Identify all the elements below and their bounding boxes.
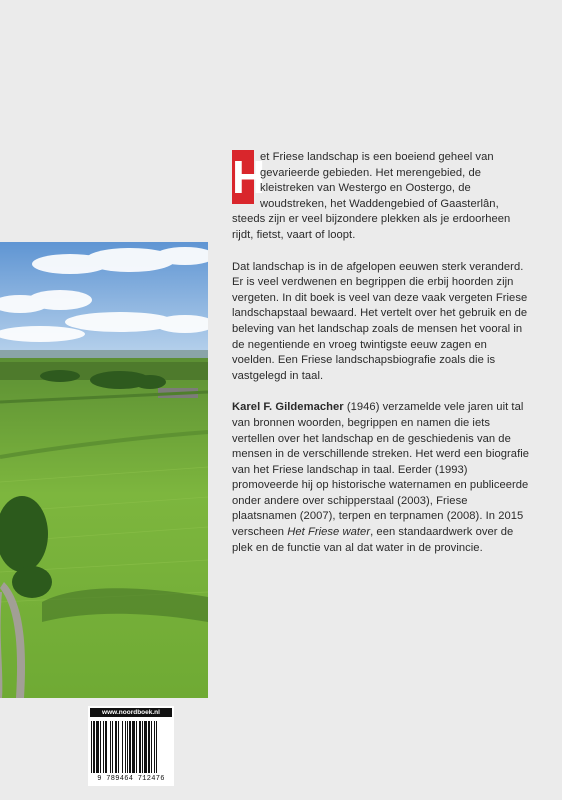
cover-photo [0,242,208,698]
barcode-bar [103,721,104,773]
author-bio-part2: , een standaardwerk over de plek en de functie van al dat water in de provincie. [232,526,514,554]
barcode-bar [148,721,150,773]
barcode-bar [105,721,107,773]
paragraph-author [232,400,532,556]
barcode-bar [129,721,131,773]
paragraph-intro-text: et Friese landschap is een boeiend geheel van gevarieerde gebieden. Het merengebied, de kleistreken van Westergo en Oostergo, de woudstreken, het Waddengebied of Gaasterlân, steeds zijn er veel bijzondere plekken als je erdoorheen rijdt, fietst, vaart of loopt. [232,151,511,241]
back-cover-text [232,150,532,572]
barcode-bar [110,721,111,773]
barcode-bar [142,721,143,773]
barcode-bar [156,721,157,773]
barcode-bar [136,721,137,773]
barcode-bars [91,721,171,773]
drop-cap: H [232,151,266,203]
barcode-bar [93,721,95,773]
paragraph-landscape: Dat landschap is in de afgelopen eeuwen sterk veranderd. Er is veel verdwenen en begrippen die erbij hoorden zijn vergeten. In dit boek is veel van deze vaak vergeten Friese landschapstaal bewaard. Het vertelt over het gebruik en de beleving van het landschap zoals de mensen het vooral in de negentiende en vroeg twintigste eeuw zagen en voelden. Een Friese landschapsbiografie zoals die is vastgelegd in taal. [232,260,528,382]
author-bio-part1: (1946) verzamelde vele jaren uit tal van bronnen woorden, begrippen en namen die iets vertellen over het landschap en de geschiedenis van de mensen in de verschillende streken. Het werd een biografie van het Friese landschap in taal. Eerder (1993) promoveerde hij op historische waternamen en publiceerde onder andere over schipperstaal (2003), Friese plaatsnamen (2007), terpen en terpnamen (2008). In 2015 verscheen [232,401,530,539]
barcode-bar [139,721,141,773]
barcode-bar [127,721,128,773]
barcode-bar [100,721,101,773]
barcode-bar [112,721,113,773]
paragraph-intro [232,150,532,244]
barcode-bar [132,721,135,773]
barcode-bar [144,721,147,773]
publisher-url: www.noordboek.nl [90,708,172,717]
barcode-bar [91,721,92,773]
barcode-bar [151,721,152,773]
barcode-bar [96,721,99,773]
barcode [88,706,174,786]
barcode-bar [125,721,126,773]
barcode-bar [115,721,117,773]
isbn-number: 9 789464 712476 [97,775,165,783]
book-title: Het Friese water [287,526,371,539]
author-name: Karel F. Gildemacher [232,401,344,414]
barcode-bar [118,721,119,773]
landscape-illustration [0,242,208,698]
barcode-bar [154,721,155,773]
barcode-bar [122,721,123,773]
